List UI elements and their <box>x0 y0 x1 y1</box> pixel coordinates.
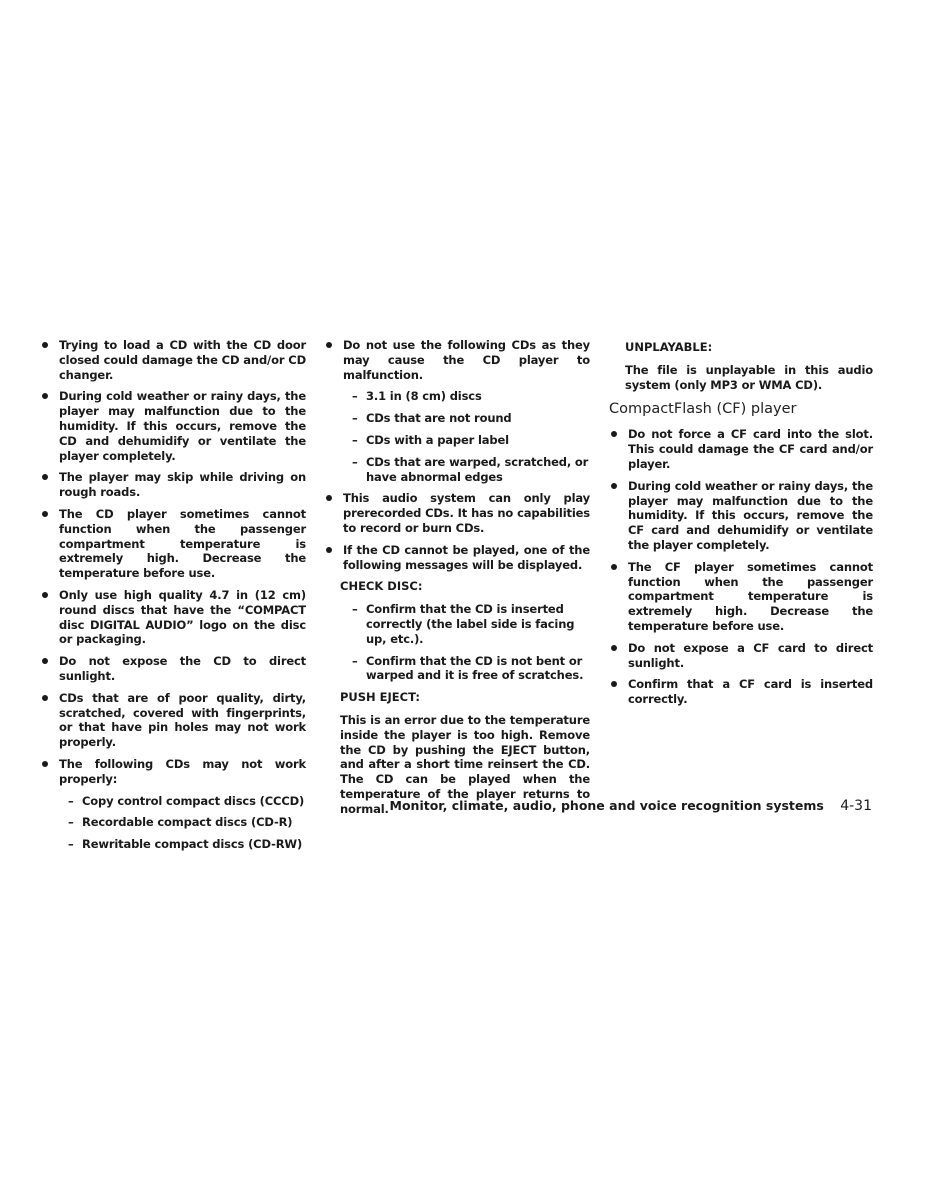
left-column <box>40 338 306 859</box>
bullet-item: Trying to load a CD with the CD door closed could damage the CD and/or CD changer. <box>40 338 306 382</box>
dash-item: – CDs that are not round <box>324 411 590 426</box>
dash-item: – CDs that are warped, scratched, or have abnormal edges <box>324 455 590 485</box>
push-eject-text: This is an error due to the temperature inside the player is too high. Remove the CD by pushing the EJECT button, and after a short time reinsert the CD. The CD can be played when the temperature of the player returns to normal. <box>340 712 590 816</box>
bullet-item: The CD player sometimes cannot function when the passenger compartment temperature is extremely high. Decrease the temperature before use. <box>40 507 306 581</box>
bullet-item: Confirm that a CF card is inserted correctly. <box>609 677 873 707</box>
bullet-item: During cold weather or rainy days, the player may malfunction due to the humidity. If this occurs, remove the CD and dehumidify or ventilate the player completely. <box>40 389 306 463</box>
right-column <box>609 338 873 714</box>
bullet-item: The CF player sometimes cannot function when the passenger compartment temperature is extremely high. Decrease the temperature before use. <box>609 560 873 634</box>
page-footer <box>390 798 872 814</box>
dash-item: – Rewritable compact discs (CD-RW) <box>40 837 306 852</box>
unplayable-label: UNPLAYABLE: <box>625 340 713 354</box>
dash-item: – Confirm that the CD is inserted correctly (the label side is facing up, etc.). <box>324 602 590 646</box>
dash-item: – CDs with a paper label <box>324 433 590 448</box>
section-heading: CompactFlash (CF) player <box>609 401 797 418</box>
bullet-item: The following CDs may not work properly: <box>40 757 306 787</box>
bullet-item: CDs that are of poor quality, dirty, scratched, covered with fingerprints, or that have pin holes may not work properly. <box>40 691 306 750</box>
dash-item: – Copy control compact discs (CCCD) <box>40 794 306 809</box>
push-eject-label: PUSH EJECT: <box>340 690 420 705</box>
bullet-item: Do not expose a CF card to direct sunlight. <box>609 641 873 671</box>
page-number: 4-31 <box>840 798 872 814</box>
bullet-item: Do not expose the CD to direct sunlight. <box>40 654 306 684</box>
bullet-item: Do not force a CF card into the slot. This could damage the CF card and/or player. <box>609 427 873 471</box>
dash-item: – Recordable compact discs (CD-R) <box>40 815 306 830</box>
bullet-item: This audio system can only play prerecorded CDs. It has no capabilities to record or burn CDs. <box>324 491 590 535</box>
bullet-item: During cold weather or rainy days, the player may malfunction due to the humidity. If this occurs, remove the CF card and dehumidify or ventilate the player completely. <box>609 479 873 553</box>
footer-section-title: Monitor, climate, audio, phone and voice recognition systems <box>389 798 824 813</box>
unplayable-text: The file is unplayable in this audio system (only MP3 or WMA CD). <box>625 362 873 392</box>
bullet-item: If the CD cannot be played, one of the following messages will be displayed. <box>324 543 590 573</box>
check-disc-label: CHECK DISC: <box>340 579 423 594</box>
dash-item: – 3.1 in (8 cm) discs <box>324 389 590 404</box>
bullet-item: Only use high quality 4.7 in (12 cm) round discs that have the “COMPACT disc DIGITAL AUDIO” logo on the disc or packaging. <box>40 588 306 647</box>
bullet-item: Do not use the following CDs as they may cause the CD player to malfunction. <box>324 338 590 382</box>
middle-column <box>324 338 590 825</box>
dash-item: – Confirm that the CD is not bent or warped and it is free of scratches. <box>324 654 590 684</box>
bullet-item: The player may skip while driving on rough roads. <box>40 470 306 500</box>
